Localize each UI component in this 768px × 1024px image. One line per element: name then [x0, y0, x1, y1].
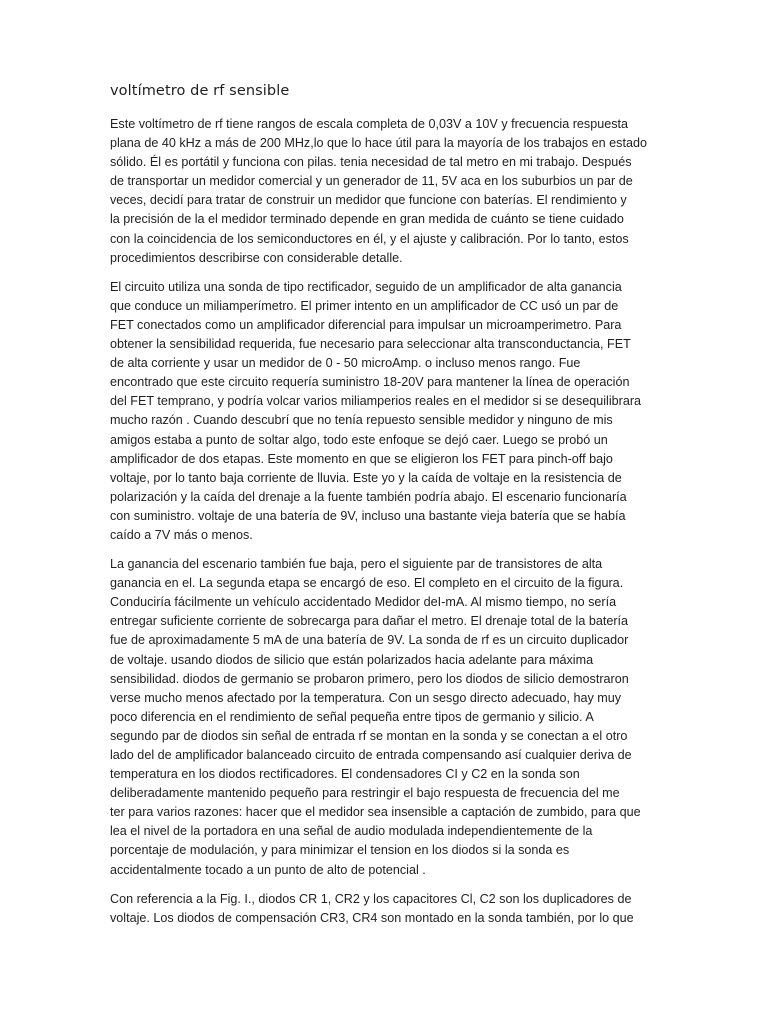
paragraph-4: Con referencia a la Fig. I., diodos CR 1, CR2 y los capacitores Cl, C2 son los duplicadores de voltaje. Los diodos de compensación CR3, CR4 son montado en la sonda también, por lo que — [110, 891, 634, 925]
document-body — [110, 115, 660, 938]
document-title: voltímetro de rf sensible — [110, 83, 290, 99]
paragraph-3: La ganancia del escenario también fue baja, pero el siguiente par de transistores de alta ganancia en el. La segunda etapa se encargó de eso. El completo en el circuito de la figura. Conduciría fácilmente un vehículo accidentado Medidor deI-mA. Al mismo tiempo, no sería entregar suficiente corriente de sobrecarga para dañar el metro. El drenaje total de la batería fue de aproximadamente 5 mA de una batería de 9V. La sonda de rf es un circuito duplicador de voltaje. usando diodos de silicio que están polarizados hacia adelante para máxima sensibilidad. diodos de germanio se probaron primero, pero los diodos de silicio demostraron verse mucho menos afectado por la temperatura. Con un sesgo directo adecuado, hay muy poco diferencia en el rendimiento de señal pequeña entre tipos de germanio y silicio. A segundo par de diodos sin señal de entrada rf se montan en la sonda y se conectan a el otro lado del de amplificador balanceado circuito de entrada compensando así cualquier deriva de temperatura en los diodos rectificadores. El condensadores CI y C2 en la sonda son deliberadamente mantenido pequeño para restringir el bajo respuesta de frecuencia del me ter para varios razones: hacer que el medidor sea insensible a captación de zumbido, para que lea el nivel de la portadora en una señal de audio modulada independientemente de la porcentaje de modulación, y para minimizar el tension en los diodos si la sonda es accidentalmente tocado a un punto de alto de potencial . — [110, 557, 641, 877]
paragraph-2: El circuito utiliza una sonda de tipo rectificador, seguido de un amplificador de alta ganancia que conduce un miliamperímetro. El primer intento en un amplificador de CC usó un par de FET conectados como un amplificador diferencial para impulsar un microamperimetro. Para obtener la sensibilidad requerida, fue necesario para seleccionar alta transconductancia, FET de alta corriente y usar un medidor de 0 - 50 microAmp. o incluso menos rango. Fue encontrado que este circuito requería suministro 18-20V para mantener la línea de operación del FET temprano, y podría volcar varios miliamperios reales en el medidor si se desequilibrara mucho razón . Cuando descubrí que no tenía repuesto sensible medidor y ninguno de mis amigos estaba a punto de soltar algo, todo este enfoque se dejó caer. Luego se probó un amplificador de dos etapas. Este momento en que se eligieron los FET para pinch-off bajo voltaje, por lo tanto baja corriente de lluvia. Este yo y la caída de voltaje en la resistencia de polarización y la caída del drenaje a la fuente también podría abajo. El escenario funcionaría con suministro. voltaje de una batería de 9V, incluso una bastante vieja batería que se había caído a 7V más o menos. — [110, 279, 642, 542]
paragraph-1: Este voltímetro de rf tiene rangos de escala completa de 0,03V a 10V y frecuencia respuesta plana de 40 kHz a más de 200 MHz,lo que lo hace útil para la mayoría de los trabajos en estado sólido. Él es portátil y funciona con pilas. tenia necesidad de tal metro en mi trabajo. Después de transportar un medidor comercial y un generador de 11, 5V aca en los suburbios un par de veces, decidí para tratar de construir un medidor que funcione con baterías. El rendimiento y la precisión de la el medidor terminado depende en gran medida de cuánto se tiene cuidado con la coincidencia de los semiconductores en él, y el ajuste y calibración. Por lo tanto, estos procedimientos describirse con considerable detalle. — [110, 117, 647, 265]
